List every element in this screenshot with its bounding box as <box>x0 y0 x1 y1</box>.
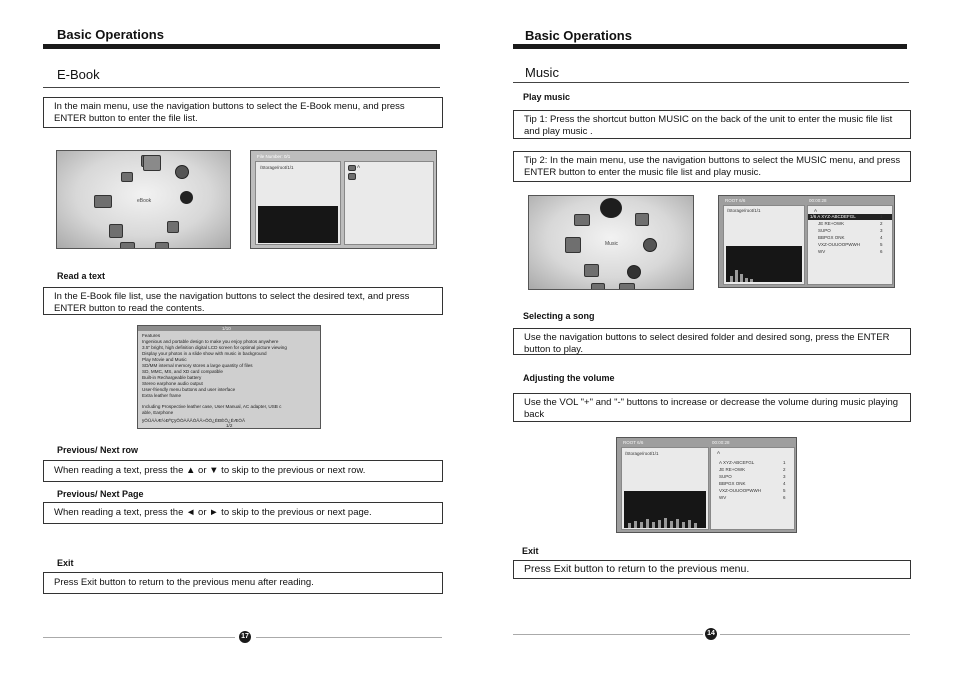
headphones-icon <box>600 198 622 218</box>
music2-row-6: WV <box>719 495 727 500</box>
select-song-box: Use the navigation buttons to select desired folder and desired song, press the ENTER button to play. <box>513 328 911 355</box>
music-row-6: WV <box>818 249 826 254</box>
reader-line: Stereo earphone audio output <box>142 381 203 386</box>
eq-bar <box>652 522 655 528</box>
reader-line: User-friendly menu buttons and user interface <box>142 387 236 392</box>
adjust-volume-box: Use the VOL "+" and "-" buttons to increase or decrease the volume during music playing back <box>513 393 911 422</box>
eq-bar <box>628 523 631 528</box>
music-root-header: ROOT 6/6 <box>725 198 746 203</box>
ebook-file-list-screenshot <box>250 150 437 249</box>
left-footer-line-left <box>43 637 235 638</box>
headphones-icon <box>180 191 193 204</box>
ebook-menu-caption: eBook <box>137 198 152 204</box>
ebook-exit-label: Exit <box>57 558 74 568</box>
select-song-label: Selecting a song <box>523 311 595 321</box>
ebook-main-menu-screenshot <box>56 150 231 249</box>
music-row-4: BBPGX ONK <box>818 235 845 240</box>
eq-bar <box>750 279 753 282</box>
music2-row-5: VXZ-OUUOOPWWH <box>719 488 761 493</box>
music2-list-pane <box>710 447 795 530</box>
music-preview-pane <box>723 205 805 285</box>
eq-bar <box>640 522 643 528</box>
music2-row-4: BBPGX ONK <box>719 481 746 486</box>
folder-icon <box>348 165 356 171</box>
reader-page-count: 1/2 <box>226 423 233 428</box>
ebook-intro-box: In the main menu, use the navigation buttons to select the E-Book menu, and press ENTER button to enter the file list. <box>43 97 443 128</box>
music-visualizer <box>726 246 802 282</box>
reader-line: able, Earphone <box>142 410 174 415</box>
music2-row-2: JE RE+OWK <box>719 467 746 472</box>
left-section-rule <box>43 44 440 49</box>
music-playback-screenshot <box>616 437 797 533</box>
music-row-num-1: 1 <box>880 214 883 219</box>
left-footer-line-right <box>256 637 442 638</box>
ebook-icon <box>143 155 161 171</box>
eq-bar <box>694 523 697 528</box>
eq-bar <box>688 520 691 528</box>
music-tip2-box: Tip 2: In the main menu, use the navigation buttons to select the MUSIC menu, and press ENTER button to enter the music file list and play music. <box>513 151 911 182</box>
eq-bar <box>646 519 649 528</box>
music-row-2: JE RE+OWK <box>818 221 845 226</box>
music2-row-num-5: 5 <box>783 488 786 493</box>
camera-icon <box>155 242 169 249</box>
preview-dark-area <box>258 206 338 243</box>
file-preview-pane <box>255 161 341 245</box>
settings-icon <box>109 224 123 238</box>
reader-line: SD, MMC, MS, and XD card compatible <box>142 369 223 374</box>
music2-preview-pane <box>621 447 709 530</box>
music2-row-num-4: 4 <box>783 481 786 486</box>
reader-line: Display your photos in a slide show with music in background <box>142 351 267 356</box>
reader-line: Play Movie and Music <box>142 357 187 362</box>
music-heading: Music <box>525 65 559 80</box>
right-page-number: 14 <box>705 628 717 640</box>
reader-page-indicator: 1/10 <box>222 326 231 331</box>
music-row-3: SUPO <box>818 228 831 233</box>
file-folder-name: A <box>357 164 361 169</box>
clock-icon <box>643 238 657 252</box>
music-row-num-2: 2 <box>880 221 883 226</box>
music-row-num-6: 6 <box>880 249 883 254</box>
reader-line: Including Prospective leather case, User Manual, AC adapter, USB c <box>142 404 282 409</box>
calendar-icon <box>584 264 599 277</box>
card-icon <box>120 242 135 249</box>
card-icon <box>591 283 605 290</box>
music-row-num-4: 4 <box>880 235 883 240</box>
music2-row-num-1: 1 <box>783 460 786 465</box>
file-path: /Storage/root/1/1 <box>260 165 294 170</box>
video-icon <box>94 195 112 208</box>
music-main-menu-screenshot <box>528 195 694 290</box>
music-row-num-3: 3 <box>880 228 883 233</box>
clock-icon <box>175 165 189 179</box>
music-time-header: 00:00:28 <box>809 198 827 203</box>
calendar-icon <box>167 221 179 233</box>
ebook-heading: E-Book <box>57 67 100 82</box>
right-section-rule <box>513 44 907 49</box>
ebook-heading-rule <box>43 87 440 88</box>
right-footer-line-left <box>513 634 703 635</box>
music-exit-box: Press Exit button to return to the previous menu. <box>513 560 911 579</box>
eq-bar <box>682 522 685 528</box>
eq-bar <box>658 520 661 528</box>
reader-line: Built-in Rechargeable battery <box>142 375 202 380</box>
reader-line: ÿÔÜÁÀÆ½ÐªÇÿÔÒÀÂÂÒÃÄ»ÔÒ¿ÈÐÈÕ¿ÈÆÒÃ <box>142 418 246 423</box>
reader-top-bar <box>138 326 320 331</box>
ebook-exit-box: Press Exit button to return to the previous menu after reading. <box>43 572 443 594</box>
text-reader-screenshot <box>137 325 321 429</box>
music2-root-header: ROOT 6/6 <box>623 440 644 445</box>
left-section-title: Basic Operations <box>57 27 164 42</box>
music2-row-num-6: 6 <box>783 495 786 500</box>
music-path: /Storage/root/1/1 <box>727 208 761 213</box>
eq-bar <box>664 518 667 528</box>
prev-next-page-box: When reading a text, press the ◄ or ► to skip to the previous or next page. <box>43 502 443 524</box>
music-row-0: A <box>814 208 818 213</box>
read-text-box: In the E-Book file list, use the navigation buttons to select the desired text, and press ENTER button to read the contents. <box>43 287 443 315</box>
video-icon <box>619 283 635 290</box>
reader-line: SD/MM internal memory stores a large quantity of files <box>142 363 253 368</box>
music2-row-num-3: 3 <box>783 474 786 479</box>
music-row-5: VXZ-OUUOOPWWH <box>818 242 860 247</box>
eq-bar <box>745 278 748 282</box>
reader-line: Features <box>142 333 161 338</box>
music2-visualizer <box>624 491 706 528</box>
music2-row-1: A XYZ-ABCEFGL <box>719 460 755 465</box>
settings-icon <box>627 265 641 279</box>
eq-bar <box>670 521 673 528</box>
left-page-number: 17 <box>239 631 251 643</box>
file-list-pane <box>344 161 434 245</box>
music-row-num-5: 5 <box>880 242 883 247</box>
music-exit-label: Exit <box>522 546 539 556</box>
music2-path: /Storage/root/1/1 <box>625 451 659 456</box>
file-number-header: File Number: 0/1 <box>257 154 291 159</box>
music2-row-0: A <box>717 450 721 455</box>
reader-line: 3.5" bright, high definition digital LCD screen for optimal picture viewing <box>142 345 287 350</box>
right-footer-line-right <box>720 634 910 635</box>
text-file-icon <box>348 173 356 180</box>
music-list-pane <box>807 205 893 285</box>
play-music-label: Play music <box>523 92 571 102</box>
reader-line: Extra leather frame <box>142 393 182 398</box>
prev-next-row-box: When reading a text, press the ▲ or ▼ to skip to the previous or next row. <box>43 460 443 482</box>
music-tip1-box: Tip 1: Press the shortcut button MUSIC on the back of the unit to enter the music file list and play music . <box>513 110 911 139</box>
music-heading-rule <box>513 82 909 83</box>
file-icon <box>565 237 581 253</box>
prev-next-row-label: Previous/ Next row <box>57 445 139 455</box>
ebook-icon <box>574 214 590 226</box>
eq-bar <box>676 519 679 528</box>
reader-line: Ingenious and portable design to make you enjoy photos anywhere <box>142 339 279 344</box>
adjust-volume-label: Adjusting the volume <box>523 373 615 383</box>
eq-bar <box>735 270 738 282</box>
file-icon <box>121 172 133 182</box>
eq-bar <box>740 274 743 282</box>
music-row-1: 1/6 A XYZ-ABCDEFGL <box>810 214 856 219</box>
music2-time-header: 00:00:28 <box>712 440 730 445</box>
right-section-title: Basic Operations <box>525 28 632 43</box>
prev-next-page-label: Previous/ Next Page <box>57 489 144 499</box>
music2-row-num-2: 2 <box>783 467 786 472</box>
photo-icon <box>635 213 649 226</box>
read-text-label: Read a text <box>57 271 106 281</box>
eq-bar <box>634 521 637 528</box>
music2-row-3: SUPO <box>719 474 732 479</box>
eq-bar <box>730 276 733 282</box>
music-file-list-screenshot <box>718 195 895 288</box>
music-menu-caption: Music <box>605 241 619 247</box>
